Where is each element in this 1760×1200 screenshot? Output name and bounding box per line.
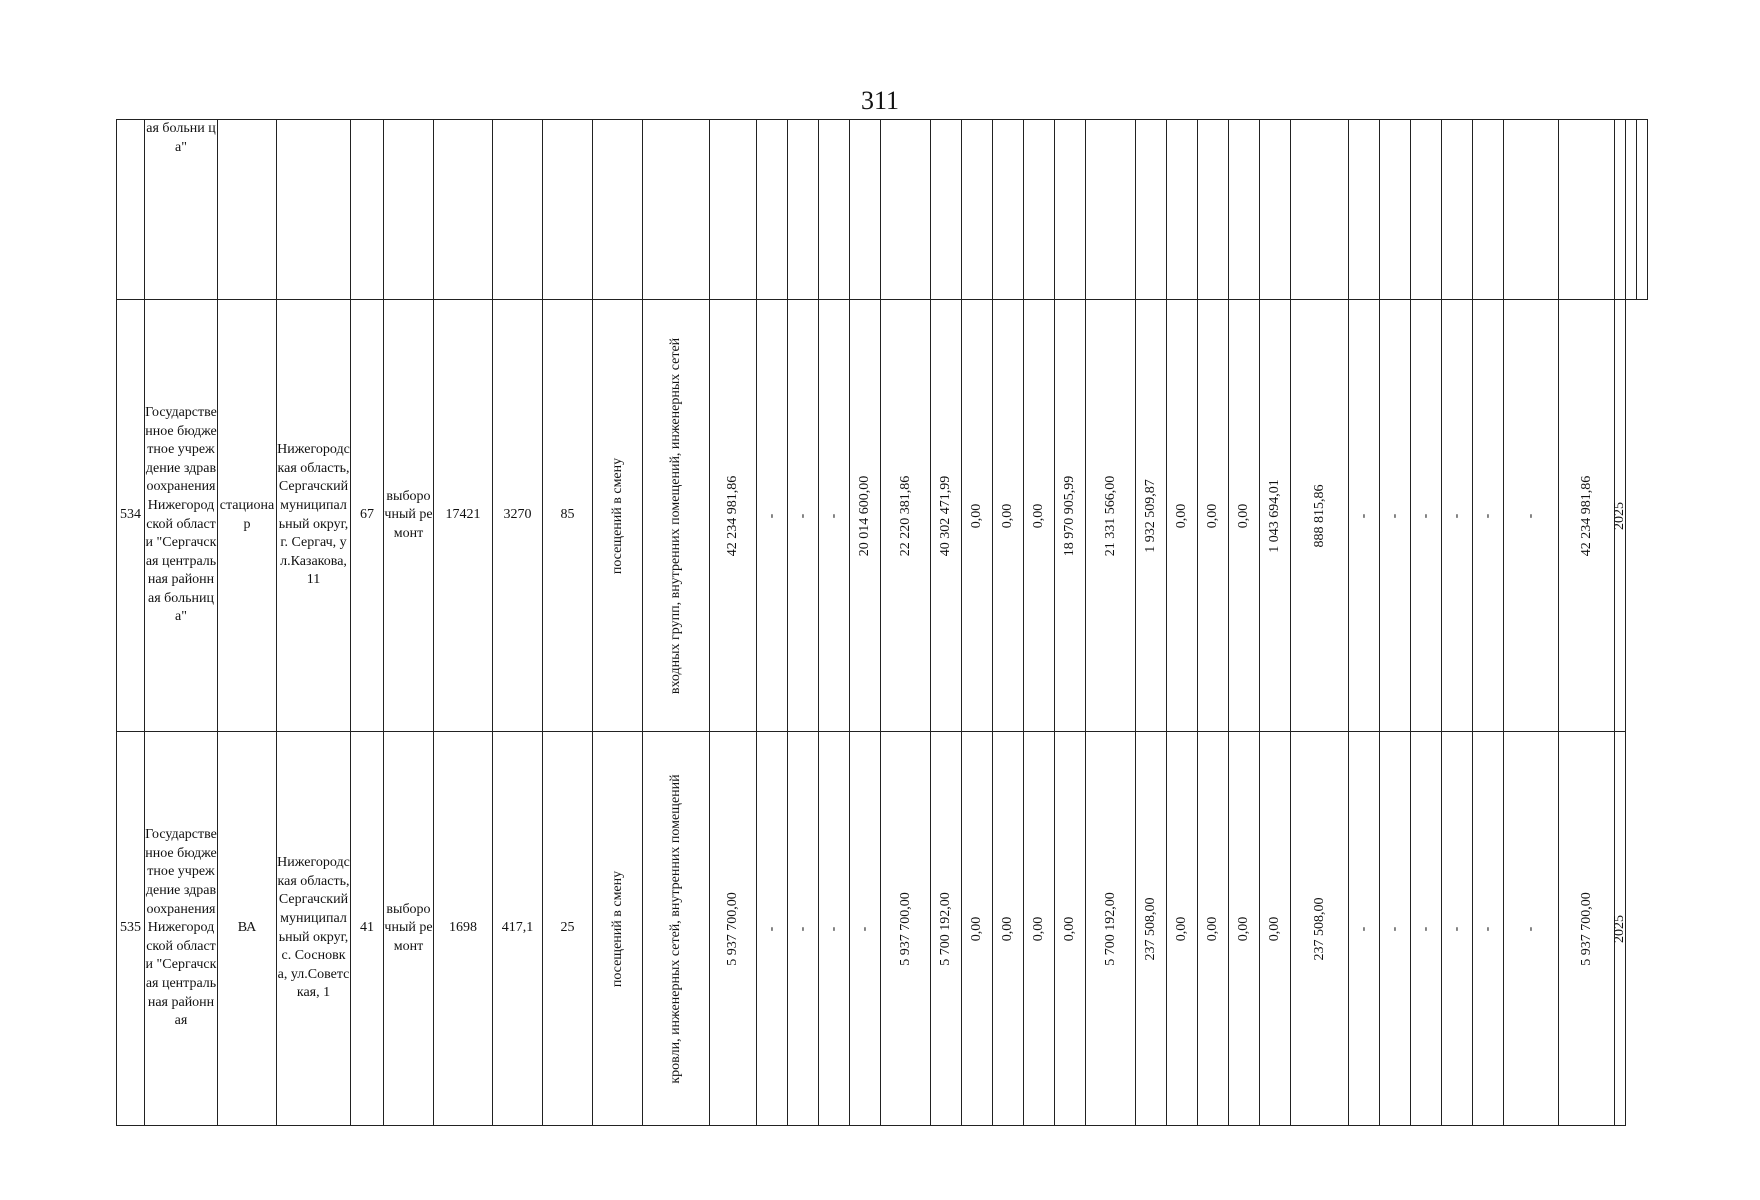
value-cell — [1136, 120, 1167, 300]
value-cell-text: 0,00 — [1031, 916, 1046, 941]
value-cell — [1198, 120, 1229, 300]
value-cell-text: - — [795, 926, 810, 931]
value-cell — [931, 300, 962, 732]
institution-name — [145, 732, 218, 1126]
value-cell — [1167, 300, 1198, 732]
total-cost-text: 5 937 700,00 — [725, 891, 740, 966]
value-cell — [1442, 732, 1473, 1126]
value-cell-text: 5 700 192,00 — [1102, 891, 1118, 966]
year — [1612, 300, 1627, 732]
value-cell — [1380, 300, 1411, 732]
institution-name-text: ая больни ца" — [146, 121, 216, 155]
column-4 — [351, 300, 384, 732]
work-description — [643, 732, 710, 1126]
column-4-text: 67 — [360, 507, 374, 523]
value-cell — [850, 300, 881, 732]
value-cell — [1260, 120, 1291, 300]
value-cell — [1559, 732, 1615, 1126]
value-cell-text: 5 937 700,00 — [1578, 891, 1594, 966]
value-cell — [1291, 300, 1349, 732]
work-type-text: выборочный ремонт — [384, 901, 433, 954]
capacity-unit-text: посещений в смену — [609, 457, 625, 574]
value-cell-text: 18 970 905,99 — [1062, 475, 1077, 556]
value-cell-text: - — [1449, 513, 1464, 518]
work-type — [384, 300, 434, 732]
value-cell — [1559, 300, 1615, 732]
facility-type-text: стационар — [219, 497, 275, 532]
value-cell — [788, 732, 819, 1126]
value-cell — [757, 300, 788, 732]
year-text: 2025 — [1612, 501, 1627, 530]
address-text: Нижегородская область, Сергачский муниципальный округ, г. Сергач, ул.Казакова, 11 — [277, 442, 350, 588]
value-cell — [850, 120, 881, 300]
work-description — [643, 120, 710, 300]
value-cell-text: - — [1387, 926, 1402, 931]
value-cell — [1086, 300, 1136, 732]
value-cell — [788, 300, 819, 732]
value-cell-text: - — [1523, 513, 1538, 518]
capacity-unit — [593, 300, 643, 732]
value-cell — [1504, 732, 1559, 1126]
value-cell — [1086, 732, 1136, 1126]
value-cell-text: - — [795, 513, 810, 518]
row-number-text: 534 — [120, 507, 141, 523]
value-cell-text: 0,00 — [1236, 503, 1251, 528]
year — [1637, 120, 1648, 300]
value-cell-text: 0,00 — [969, 503, 984, 528]
value-cell — [1626, 120, 1637, 300]
value-cell-text: 0,00 — [1205, 916, 1220, 941]
institution-name-text: Государственное бюджетное учреждение здравоохранения Нижегородской области "Сергачская центральная районная больница" — [145, 404, 217, 625]
capacity-unit — [593, 732, 643, 1126]
facility-type — [218, 300, 277, 732]
value-cell-text: 5 700 192,00 — [938, 891, 953, 966]
value-cell — [819, 732, 850, 1126]
value-cell — [1349, 732, 1380, 1126]
value-cell — [993, 732, 1024, 1126]
value-cell — [1229, 732, 1260, 1126]
column-6-text: 17421 — [445, 507, 481, 523]
value-cell — [931, 732, 962, 1126]
value-cell-text: - — [1387, 513, 1402, 518]
column-7-text: 417,1 — [501, 920, 534, 936]
column-6 — [434, 300, 493, 732]
table-row — [117, 732, 1648, 1126]
work-type — [384, 120, 434, 300]
value-cell — [931, 120, 962, 300]
column-4-text: 41 — [360, 920, 374, 936]
value-cell-text: 888 815,86 — [1311, 484, 1327, 547]
value-cell — [881, 300, 931, 732]
value-cell — [1198, 732, 1229, 1126]
value-cell-text: 20 014 600,00 — [857, 475, 872, 556]
value-cell-text: - — [1356, 926, 1371, 931]
value-cell-text: - — [857, 926, 872, 931]
column-7-text: 3270 — [503, 507, 532, 523]
value-cell-text: 0,00 — [1205, 503, 1220, 528]
address-text: Нижегородская область, Сергачский муниципальный округ, с. Сосновка, ул.Советская, 1 — [277, 855, 350, 1001]
value-cell — [1380, 732, 1411, 1126]
value-cell-text: - — [1523, 926, 1538, 931]
value-cell — [1411, 300, 1442, 732]
row-number — [117, 300, 145, 732]
value-cell — [1442, 300, 1473, 732]
row-number-text: 535 — [120, 920, 141, 936]
institution-name — [145, 300, 218, 732]
value-cell-text: 0,00 — [1174, 916, 1189, 941]
total-cost — [710, 732, 757, 1126]
value-cell — [1411, 732, 1442, 1126]
value-cell — [1473, 120, 1504, 300]
total-cost — [710, 300, 757, 732]
value-cell-text: - — [1356, 513, 1371, 518]
table-row — [117, 300, 1648, 732]
value-cell — [1380, 120, 1411, 300]
value-cell — [1167, 732, 1198, 1126]
work-type-text: выборочный ремонт — [384, 488, 433, 541]
facility-type — [218, 732, 277, 1126]
page-number: 311 — [860, 86, 900, 115]
value-cell-text: - — [1418, 513, 1433, 518]
value-cell — [993, 300, 1024, 732]
column-4 — [351, 732, 384, 1126]
data-table — [116, 119, 1648, 1126]
value-cell — [757, 732, 788, 1126]
value-cell-text: 21 331 566,00 — [1102, 475, 1118, 556]
value-cell — [1504, 300, 1559, 732]
value-cell — [1136, 300, 1167, 732]
value-cell — [962, 300, 993, 732]
value-cell — [850, 732, 881, 1126]
value-cell — [1229, 120, 1260, 300]
value-cell — [819, 300, 850, 732]
column-8 — [543, 120, 593, 300]
value-cell-text: 22 220 381,86 — [897, 475, 913, 556]
column-7 — [493, 120, 543, 300]
value-cell — [1260, 300, 1291, 732]
value-cell — [1024, 732, 1055, 1126]
value-cell-text: - — [1480, 926, 1495, 931]
column-8-text: 25 — [560, 920, 575, 936]
value-cell — [1291, 120, 1349, 300]
column-7 — [493, 732, 543, 1126]
work-description-text: входных групп, внутренних помещений, инженерных сетей — [668, 337, 683, 694]
address — [277, 732, 351, 1126]
value-cell-text: - — [764, 513, 779, 518]
value-cell-text: 237 508,00 — [1143, 897, 1158, 960]
value-cell — [1504, 120, 1559, 300]
capacity-unit — [593, 120, 643, 300]
value-cell — [1055, 120, 1086, 300]
value-cell — [1260, 732, 1291, 1126]
table-row — [117, 120, 1648, 300]
value-cell — [1473, 732, 1504, 1126]
institution-name-text: Государственное бюджетное учреждение здравоохранения Нижегородской области "Сергачская центральная районная — [145, 827, 217, 1029]
column-6-text: 1698 — [449, 920, 477, 936]
column-8 — [543, 732, 593, 1126]
value-cell — [1349, 300, 1380, 732]
value-cell-text: - — [826, 513, 841, 518]
value-cell — [1349, 120, 1380, 300]
work-description — [643, 300, 710, 732]
work-type — [384, 732, 434, 1126]
total-cost-text: 42 234 981,86 — [725, 475, 740, 556]
column-8-text: 85 — [560, 507, 575, 523]
facility-type-text: ВА — [237, 920, 257, 936]
institution-name — [145, 120, 218, 300]
value-cell-text: 1 043 694,01 — [1267, 478, 1282, 553]
value-cell-text: 40 302 471,99 — [938, 475, 953, 556]
value-cell-text: 1 932 509,87 — [1143, 478, 1158, 553]
facility-type — [218, 120, 277, 300]
value-cell-text: 0,00 — [1062, 916, 1077, 941]
value-cell-text: - — [1418, 926, 1433, 931]
value-cell-text: 0,00 — [1031, 503, 1046, 528]
value-cell-text: 42 234 981,86 — [1578, 475, 1594, 556]
address — [277, 120, 351, 300]
row-number — [117, 732, 145, 1126]
value-cell-text: 5 937 700,00 — [897, 891, 913, 966]
value-cell — [1086, 120, 1136, 300]
value-cell — [881, 120, 931, 300]
value-cell — [1559, 120, 1615, 300]
row-number — [117, 120, 145, 300]
address — [277, 300, 351, 732]
value-cell — [1291, 732, 1349, 1126]
column-8 — [543, 300, 593, 732]
column-6 — [434, 732, 493, 1126]
value-cell-text: 0,00 — [969, 916, 984, 941]
year — [1612, 732, 1627, 1126]
value-cell-text: - — [826, 926, 841, 931]
value-cell-text: 237 508,00 — [1311, 897, 1327, 960]
column-4 — [351, 120, 384, 300]
value-cell — [993, 120, 1024, 300]
value-cell — [757, 120, 788, 300]
column-6 — [434, 120, 493, 300]
value-cell-text: 0,00 — [1000, 916, 1015, 941]
value-cell — [1411, 120, 1442, 300]
year-text: 2025 — [1612, 914, 1627, 943]
value-cell — [1229, 300, 1260, 732]
value-cell — [1055, 732, 1086, 1126]
value-cell-text: - — [1449, 926, 1464, 931]
capacity-unit-text: посещений в смену — [609, 870, 625, 987]
value-cell — [1442, 120, 1473, 300]
value-cell — [1615, 120, 1626, 300]
value-cell — [1198, 300, 1229, 732]
value-cell — [1024, 300, 1055, 732]
value-cell — [819, 120, 850, 300]
value-cell — [1136, 732, 1167, 1126]
value-cell — [1055, 300, 1086, 732]
value-cell-text: 0,00 — [1000, 503, 1015, 528]
value-cell — [881, 732, 931, 1126]
value-cell — [962, 120, 993, 300]
value-cell — [1167, 120, 1198, 300]
total-cost — [710, 120, 757, 300]
value-cell-text: - — [1480, 513, 1495, 518]
value-cell-text: - — [764, 926, 779, 931]
value-cell — [962, 732, 993, 1126]
value-cell-text: 0,00 — [1267, 916, 1282, 941]
work-description-text: кровли, инженерных сетей, внутренних помещений — [668, 773, 683, 1084]
value-cell — [1024, 120, 1055, 300]
column-7 — [493, 300, 543, 732]
value-cell-text: 0,00 — [1236, 916, 1251, 941]
value-cell — [1473, 300, 1504, 732]
value-cell-text: 0,00 — [1174, 503, 1189, 528]
value-cell — [788, 120, 819, 300]
